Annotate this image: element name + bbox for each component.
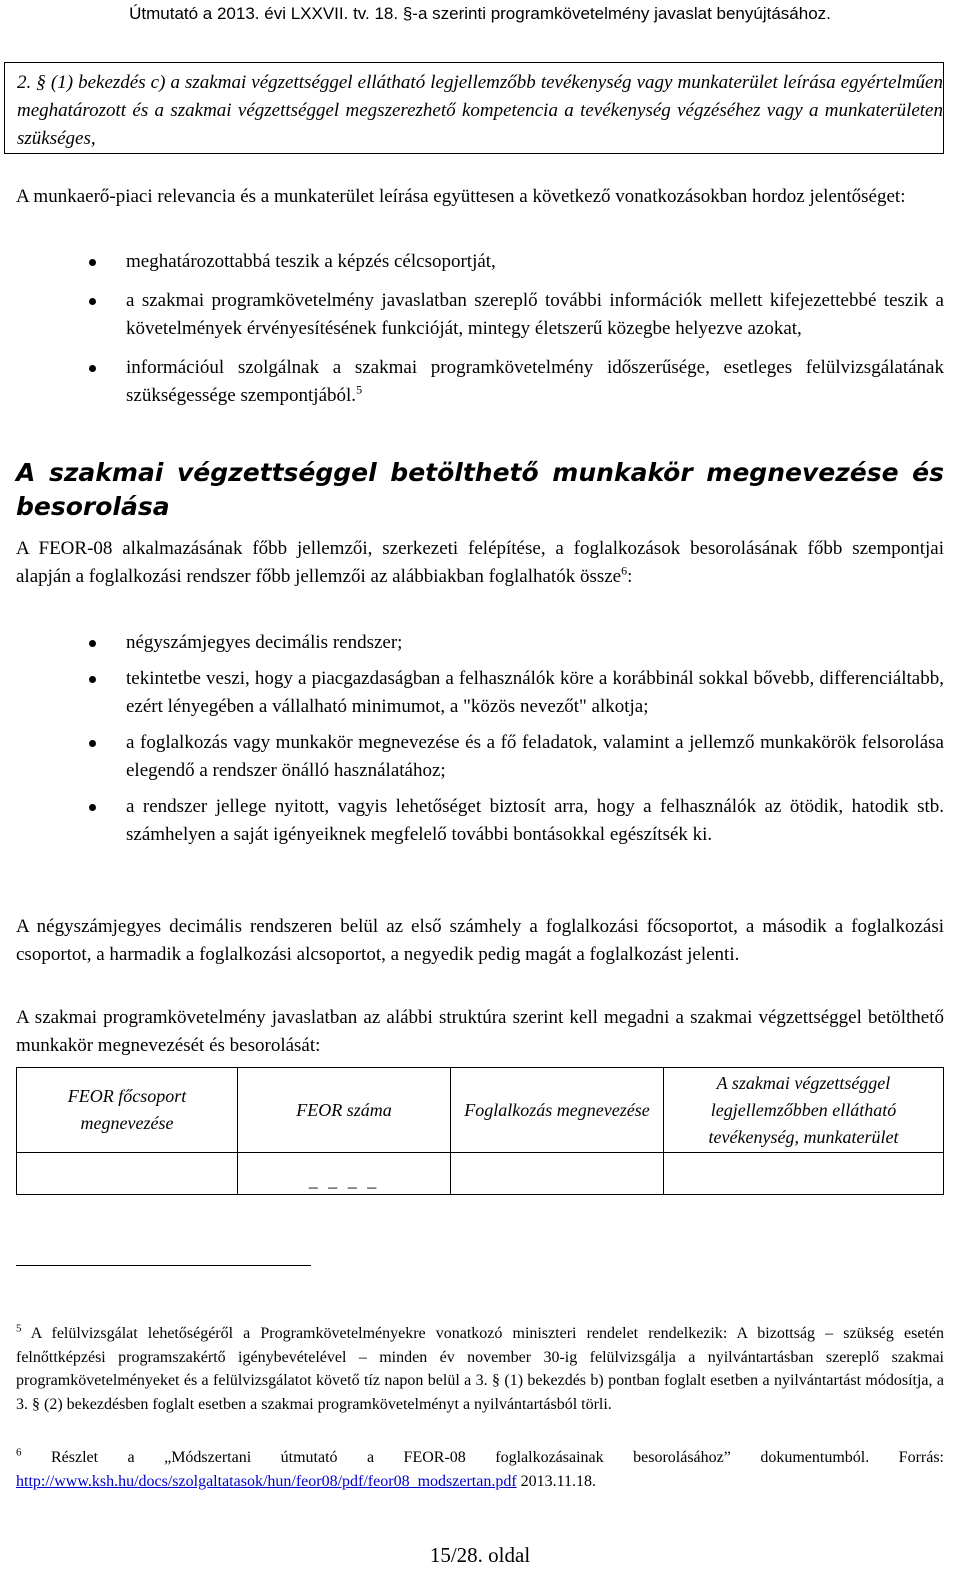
relevance-bullet-list <box>16 248 944 410</box>
table-row <box>17 1153 944 1195</box>
page-header: Útmutató a 2013. évi LXXVII. tv. 18. §-a szerinti programkövetelmény javaslat benyújtásához. <box>129 4 831 23</box>
footnote-5: $^5$ A felülvizsgálat lehetőségéről a Programkövetelményekre vonatkozó miniszteri rendelet rendelkezik: A bizottság – szükség esetén felnőttképzési programszakértő igénybevételével – minden év november 30-ig felülvizsgálja a nyilvántartásban szereplő szakmai programkövetelményeket és a felülvizsgálatot követő tíz napon belül a 3. § (1) bekezdés b) pontban foglalt esetben a nyilvántartást módosítja, a 3. § (2) bekezdésben foglalt esetben a szakmai programkövetelményt a nyilvántartásból törli. <box>16 1322 944 1413</box>
footnote-ref-5[interactable]: 5 <box>356 382 363 397</box>
list-item: információul szolgálnak a szakmai programkövetelmény időszerűsége, esetleges felülvizsgálatának szükségessége szempontjából.$^5$ <box>16 354 944 410</box>
table-cell[interactable] <box>664 1153 944 1195</box>
bullet-icon <box>89 740 96 747</box>
footnote-separator <box>16 1265 311 1266</box>
list-item: négyszámjegyes decimális rendszer; <box>16 629 944 657</box>
bullet-icon <box>89 804 96 811</box>
table-header-cell: Foglalkozás megnevezése <box>451 1068 664 1153</box>
footnote-6: $^6$ Részlet a „Módszertani útmutató a FEOR-08 foglalkozásainak besorolásához” dokumentumból. Forrás: http://www.ksh.hu/docs/szolgaltatasok/hun/feor08/pdf/feor08_modszertan.pdf 2013.11.18. <box>16 1446 945 1490</box>
intro-paragraph: A munkaerő-piaci relevancia és a munkaterület leírása együttesen a következő vonatkozásokban hordoz jelentőséget: <box>16 186 906 207</box>
table-header-cell: FEOR száma <box>238 1068 451 1153</box>
page-number: 15/28. oldal <box>429 1543 531 1567</box>
bullet-icon <box>89 676 96 683</box>
table-cell[interactable] <box>451 1153 664 1195</box>
table-cell[interactable] <box>17 1153 238 1195</box>
list-item: tekintetbe veszi, hogy a piacgazdaságban a felhasználók köre a korábbinál sokkal bővebb, differenciáltabb, ezért lényegében a vállalható minimumot, a "közös nevezőt" alkotja; <box>16 665 944 721</box>
footnote-ref-6[interactable]: 6 <box>621 563 628 578</box>
list-item: a foglalkozás vagy munkakör megnevezése és a fő feladatok, valamint a jellemző munkakörök felsorolása elegendő a rendszer önálló használatához; <box>16 729 944 785</box>
list-item: a szakmai programkövetelmény javaslatban szereplő további információk mellett kifejezettebbé teszik a követelmények érvényesítésének funkcióját, mintegy életszerű közegbe helyezve azokat, <box>16 287 944 343</box>
feor-number-placeholder: _ _ _ _ <box>308 1170 380 1190</box>
structure-paragraph: A szakmai programkövetelmény javaslatban az alábbi struktúra szerint kell megadni a szakmai végzettséggel betölthető munkakör megnevezését és besorolását: <box>16 1007 944 1056</box>
feor-paragraph: A FEOR-08 alkalmazásának főbb jellemzői, szerkezeti felépítése, a foglalkozások besorolásának főbb szempontjai alapján a foglalkozási rendszer főbb jellemzői az alábbiakban foglalhatók össze$^6$: <box>16 538 944 587</box>
legal-quote-box: 2. § (1) bekezdés c) a szakmai végzettséggel ellátható legjellemzőbb tevékenység vagy munkaterület leírása egyértelműen meghatározott és a szakmai végzettséggel megszerezhető kompetencia a tevékenység végzéséhez vagy a munkaterületen szükséges, <box>4 62 944 154</box>
bullet-icon <box>89 365 96 372</box>
table-header-cell: FEOR főcsoport megnevezése <box>17 1068 238 1153</box>
bullet-icon <box>89 298 96 305</box>
source-link[interactable]: http://www.ksh.hu/docs/szolgaltatasok/hun/feor08/pdf/feor08_modszertan.pdf <box>16 1472 517 1490</box>
list-item: a rendszer jellege nyitott, vagyis lehetőséget biztosít arra, hogy a felhasználók az ötödik, hatodik stb. számhelyen a saját igényeiknek megfelelő további bontásokkal egészítsék ki. <box>16 793 944 849</box>
feor-bullet-list <box>16 629 944 849</box>
table-cell[interactable] <box>238 1153 451 1195</box>
list-item: meghatározottabbá teszik a képzés célcsoportját, <box>16 248 944 276</box>
table-header-cell: A szakmai végzettséggel legjellemzőbben ellátható tevékenység, munkaterület <box>664 1068 944 1153</box>
table-header-row <box>17 1068 944 1153</box>
bullet-icon <box>89 259 96 266</box>
bullet-icon <box>89 640 96 647</box>
feor-table <box>16 1067 944 1195</box>
decimal-system-paragraph: A négyszámjegyes decimális rendszeren belül az első számhely a foglalkozási főcsoportot, a második a foglalkozási csoportot, a harmadik a foglalkozási alcsoportot, a negyedik pedig magát a foglalkozást jelenti. <box>16 916 944 965</box>
section-heading: A szakmai végzettséggel betölthető munkakör megnevezése és besorolása <box>16 458 944 521</box>
